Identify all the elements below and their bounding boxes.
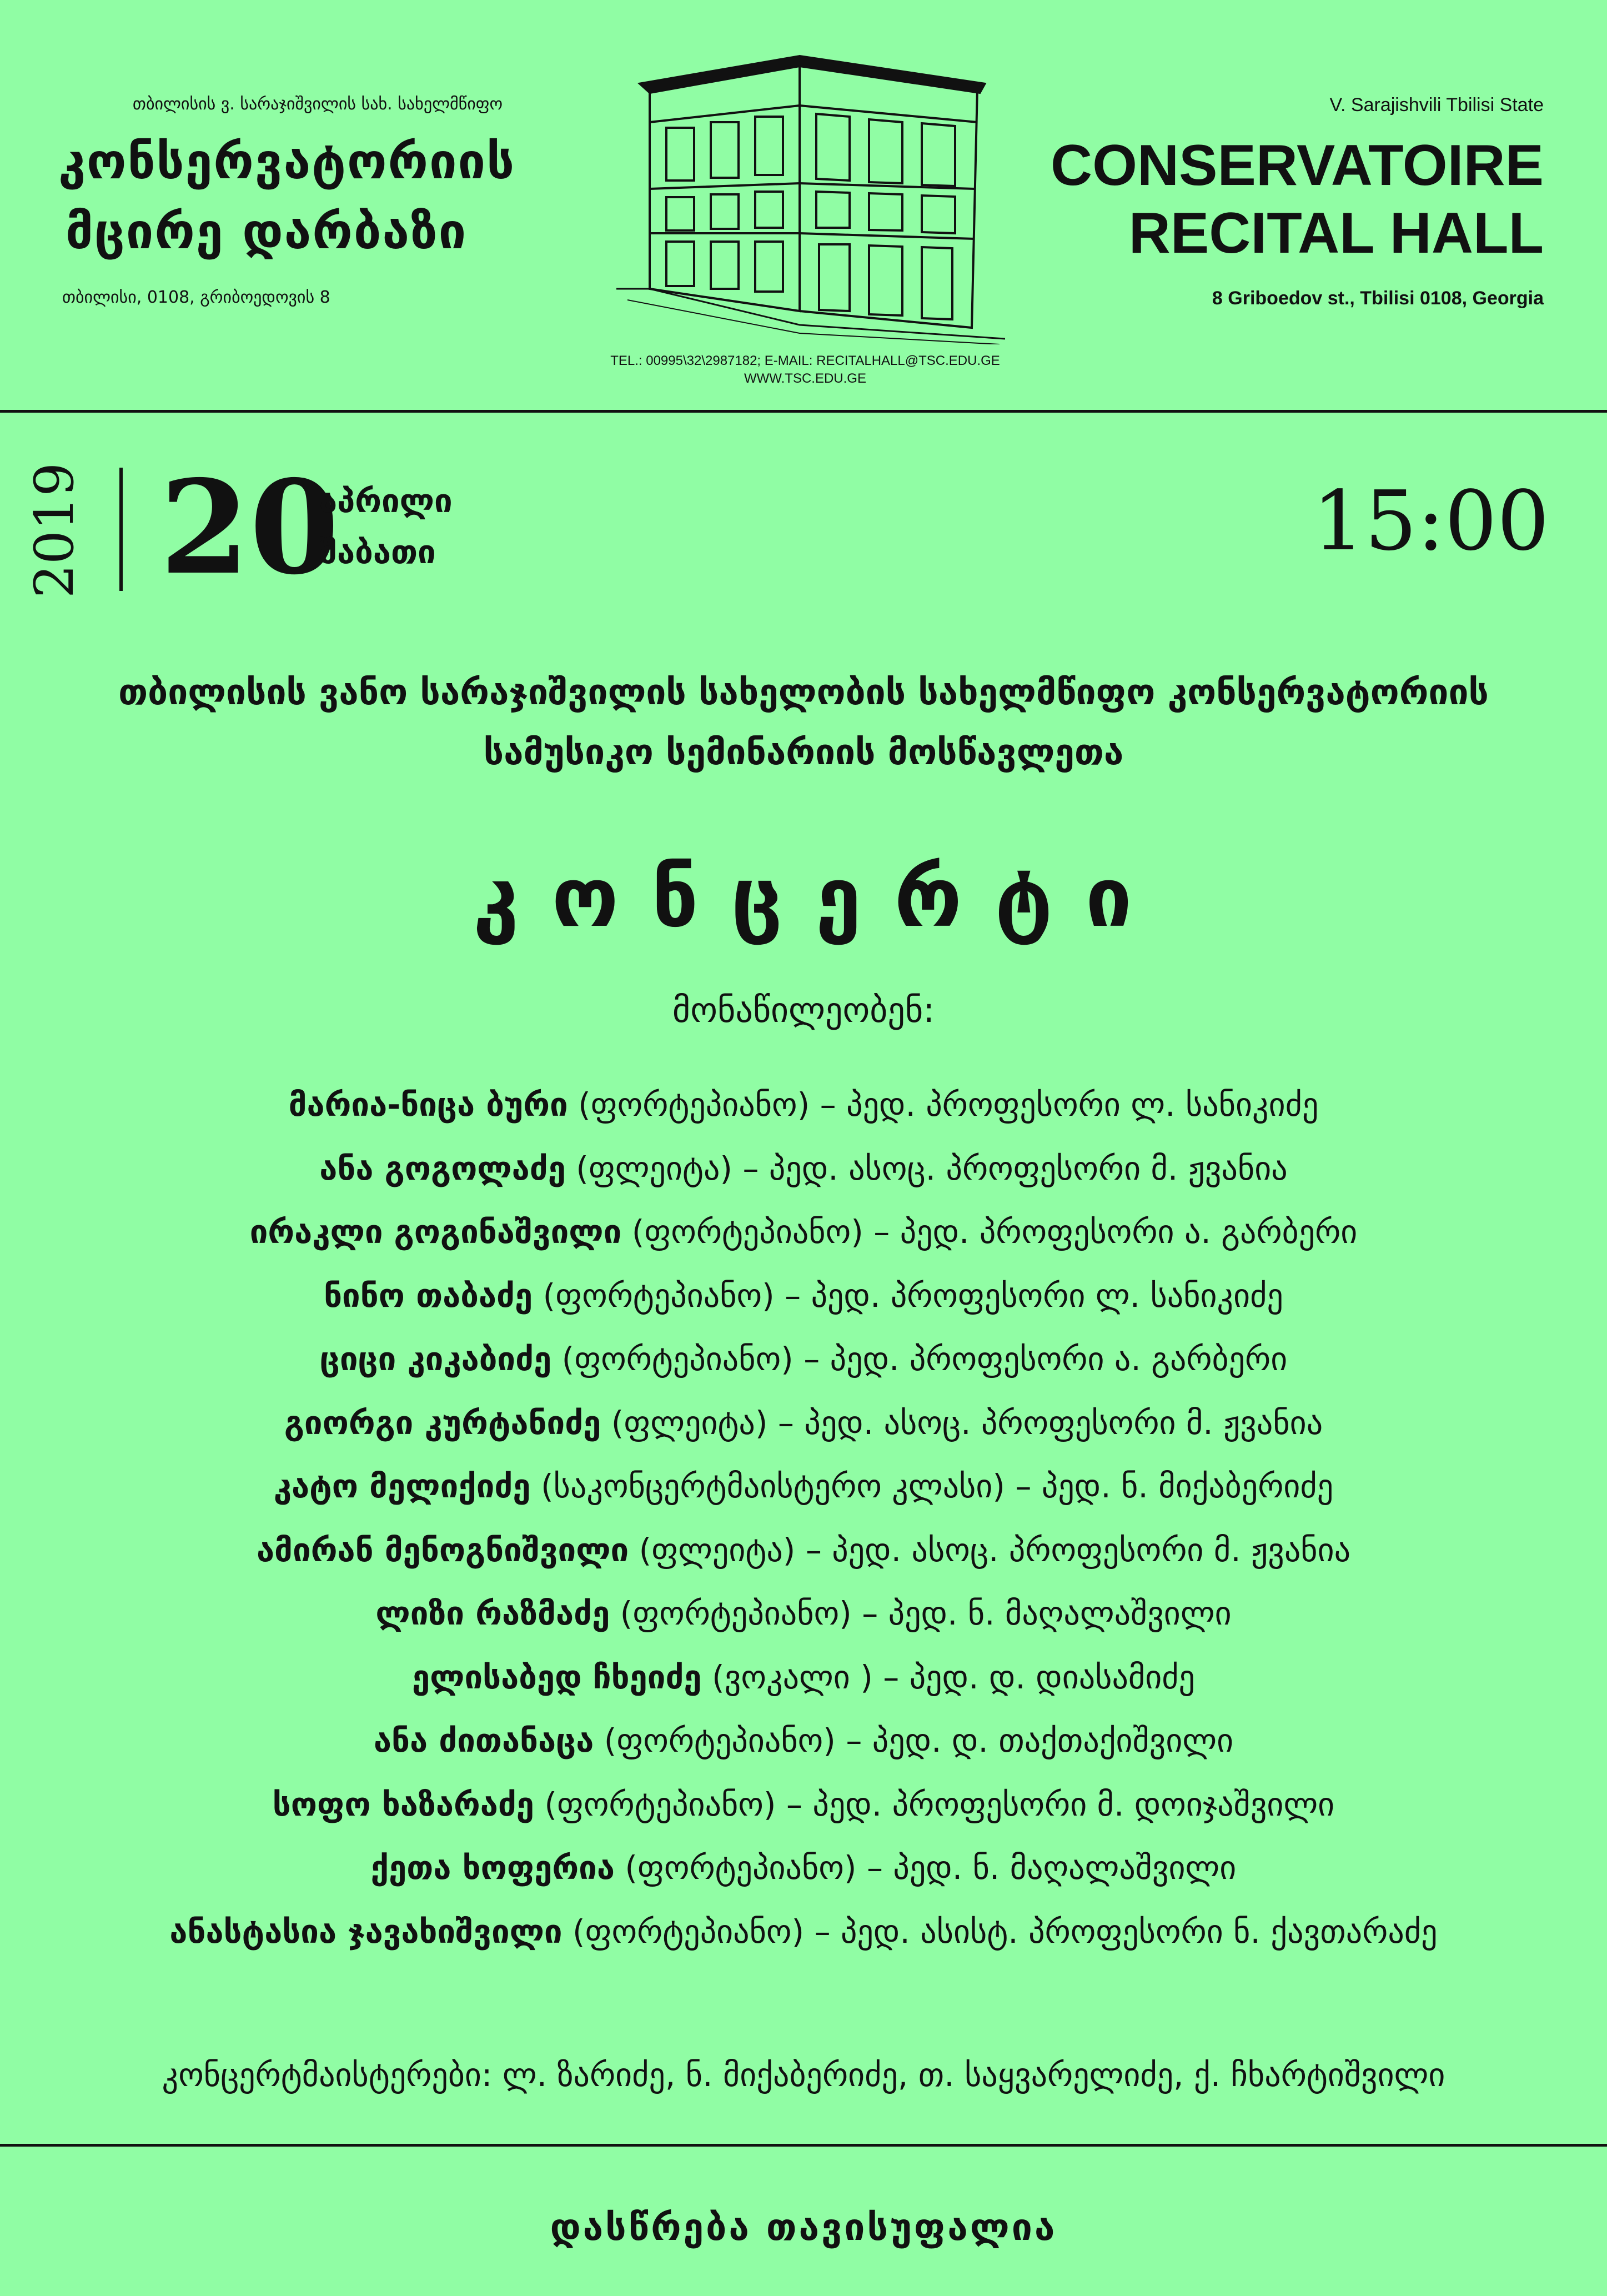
header-geo-address: თბილისი, 0108, გრიბოედოვის 8 <box>62 288 330 307</box>
description-line2: სამუსიკო სემინარიის მოსწავლეთა <box>483 732 1124 773</box>
header-contact-line1: TEL.: 00995\32\2987182; E-MAIL: RECITALHALL@TSC.EDU.GE <box>610 353 1000 368</box>
list-item <box>0 1836 1607 1900</box>
participant-detail: (ვოკალი ) – პედ. დ. დიასამიძე <box>701 1658 1196 1696</box>
event-month: აპრილი <box>319 482 453 520</box>
list-item <box>0 1773 1607 1837</box>
participant-detail: (ფლეიტა) – პედ. ასოც. პროფესორი მ. ჟვანია <box>565 1149 1288 1187</box>
participant-name: ირაკლი გოგინაშვილი <box>249 1213 622 1251</box>
header-eng-subtitle: V. Sarajishvili Tbilisi State <box>1329 94 1544 116</box>
participant-detail: (ფორტეპიანო) – პედ. ასისტ. პროფესორი ნ. ქავთარაძე <box>562 1912 1438 1951</box>
list-item <box>0 1582 1607 1646</box>
participant-detail: (ფორტეპიანო) – პედ. ნ. მაღალაშვილი <box>610 1595 1232 1632</box>
list-item <box>0 1646 1607 1710</box>
header-divider <box>0 410 1607 413</box>
participant-name: მარია-ნიცა ბური <box>288 1086 568 1124</box>
list-item <box>0 1709 1607 1773</box>
participant-name: ამირან მენოგნიშვილი <box>256 1531 629 1569</box>
event-day: 20 <box>160 452 339 603</box>
header-eng-title-line2: RECITAL HALL <box>1128 201 1544 265</box>
date-separator <box>119 468 123 591</box>
header-geo-title-line2: მცირე დარბაზი <box>66 203 468 260</box>
list-item <box>0 1264 1607 1328</box>
list-item <box>0 1137 1607 1201</box>
participants-heading: მონაწილეობენ: <box>672 990 935 1030</box>
participant-detail: (ფორტეპიანო) – პედ. პროფესორი ა. გარბერი <box>551 1340 1288 1378</box>
description-line1: თბილისის ვანო სარაჯიშვილის სახელობის სახელმწიფო კონსერვატორიის <box>118 672 1489 713</box>
list-item <box>0 1391 1607 1455</box>
event-time: 15:00 <box>1312 473 1549 569</box>
participant-name: კატო მელიქიძე <box>273 1467 531 1505</box>
free-entry-notice: დასწრება თავისუფალია <box>550 2206 1057 2249</box>
list-item <box>0 1200 1607 1264</box>
list-item <box>0 1073 1607 1137</box>
header-geo-title-line1: კონსერვატორიის <box>58 133 516 190</box>
participant-name: ელისაბედ ჩხეიძე <box>411 1658 702 1696</box>
participant-name: ნინო თაბაძე <box>324 1276 533 1315</box>
participant-detail: (ფორტეპიანო) – პედ. პროფესორი ლ. სანიკიძე <box>568 1086 1319 1124</box>
participant-name: ქეთა ხოფერია <box>370 1849 615 1887</box>
header-contact-line2: WWW.TSC.EDU.GE <box>744 371 866 386</box>
header-eng-address: 8 Griboedov st., Tbilisi 0108, Georgia <box>1212 288 1544 309</box>
participant-detail: (საკონცერტმაისტერო კლასი) – პედ. ნ. მიქაბერიძე <box>530 1467 1334 1505</box>
participant-detail: (ფორტეპიანო) – პედ. ნ. მაღალაშვილი <box>614 1849 1237 1887</box>
participant-name: გიორგი კურტანიძე <box>284 1403 601 1442</box>
participant-name: ციცი კიკაბიძე <box>319 1340 552 1378</box>
list-item <box>0 1900 1607 1964</box>
list-item <box>0 1455 1607 1518</box>
concert-title: კ ო ნ ც ე რ ტ ი <box>473 850 1134 945</box>
participant-name: სოფო ხაზარაძე <box>272 1785 534 1823</box>
list-item <box>0 1518 1607 1582</box>
header-eng-title-line1: CONSERVATOIRE <box>1050 133 1544 198</box>
participant-detail: (ფორტეპიანო) – პედ. პროფესორი ლ. სანიკიძე <box>533 1276 1283 1315</box>
participant-name: ანა ძითანაცა <box>373 1722 594 1759</box>
list-item <box>0 1327 1607 1391</box>
participant-name: ლიზი რაზმაძე <box>375 1595 610 1632</box>
participants-list <box>0 1073 1607 1963</box>
header-geo-subtitle: თბილისის ვ. სარაჯიშვილის სახ. სახელმწიფო <box>132 94 503 114</box>
participant-name: ანა გოგოლაძე <box>319 1149 566 1187</box>
participant-detail: (ფლეიტა) – პედ. ასოც. პროფესორი მ. ჟვანია <box>601 1403 1323 1442</box>
participant-detail: (ფლეიტა) – პედ. ასოც. პროფესორი მ. ჟვანია <box>629 1531 1351 1569</box>
footer-divider <box>0 2144 1607 2147</box>
participant-detail: (ფორტეპიანო) – პედ. პროფესორი ა. გარბერი <box>621 1213 1358 1251</box>
accompanists: კონცერტმაისტერები: ლ. ზარიძე, ნ. მიქაბერიძე, თ. საყვარელიძე, ქ. ჩხარტიშვილი <box>162 2056 1445 2094</box>
participant-name: ანასტასია ჯავახიშვილი <box>169 1912 563 1951</box>
event-year: 2019 <box>23 462 86 599</box>
building-icon <box>616 50 1005 344</box>
participant-detail: (ფორტეპიანო) – პედ. პროფესორი მ. დოიჯაშვილი <box>534 1785 1335 1823</box>
participant-detail: (ფორტეპიანო) – პედ. დ. თაქთაქიშვილი <box>594 1722 1234 1759</box>
event-weekday: შაბათი <box>319 533 436 571</box>
